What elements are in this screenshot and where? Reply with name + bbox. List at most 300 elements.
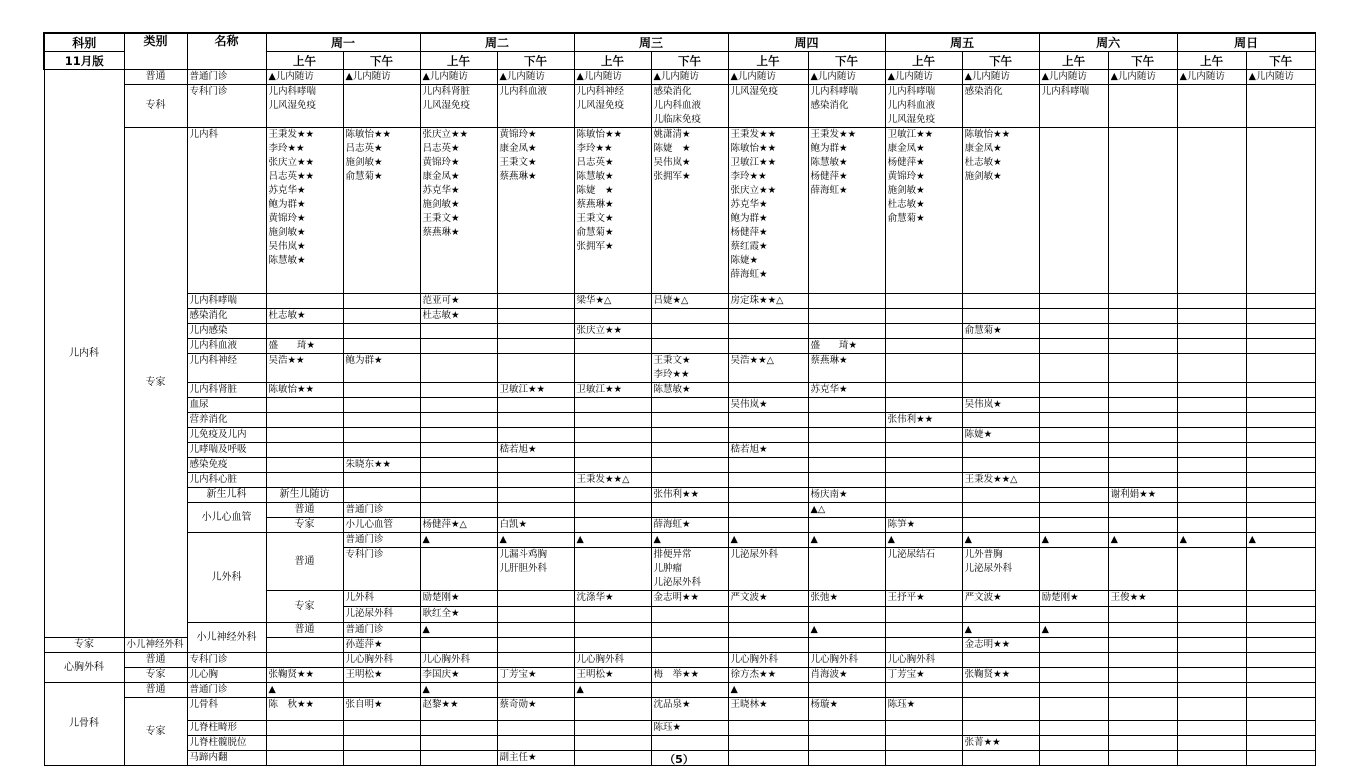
schedule-cell: 金志明★★ <box>651 591 728 607</box>
schedule-cell <box>574 488 651 503</box>
schedule-cell <box>1039 698 1108 721</box>
schedule-cell <box>574 607 651 623</box>
schedule-cell: 李国庆★ <box>420 668 497 683</box>
category-cell: 专家 <box>124 128 187 638</box>
schedule-cell: 陈 秋★★ <box>266 698 343 721</box>
schedule-cell: 儿漏斗鸡胸 儿肝胆外科 <box>497 548 574 591</box>
schedule-cell: 姚潇清★ 陈婕 ★ 吴伟岚★ 张拥军★ <box>651 128 728 294</box>
header-day-mon: 周一 <box>266 33 420 52</box>
schedule-cell: 儿心胸外科 <box>885 653 962 668</box>
schedule-cell <box>420 383 497 398</box>
schedule-cell <box>728 339 808 354</box>
schedule-cell: ▲ <box>651 533 728 548</box>
schedule-cell <box>1246 548 1315 591</box>
schedule-cell <box>1039 638 1108 653</box>
schedule-cell: 排便异常 儿肿瘤 儿泌尿外科 <box>651 548 728 591</box>
schedule-cell <box>1177 354 1246 383</box>
schedule-cell <box>728 607 808 623</box>
schedule-cell <box>808 428 885 443</box>
schedule-cell <box>1039 473 1108 488</box>
schedule-cell <box>962 443 1039 458</box>
category-cell: 专家 <box>266 518 343 533</box>
header-day-sun: 周日 <box>1177 33 1315 52</box>
table-row <box>44 339 1315 354</box>
schedule-cell: 励楚刚★ <box>1039 591 1108 607</box>
schedule-cell: ▲儿内随访 <box>651 70 728 85</box>
schedule-cell <box>885 383 962 398</box>
clinic-name-cell: 专科门诊 <box>187 85 266 128</box>
schedule-cell <box>343 413 420 428</box>
category-cell: 普通 <box>124 683 187 698</box>
schedule-cell <box>497 339 574 354</box>
schedule-cell <box>343 721 420 736</box>
schedule-cell <box>728 518 808 533</box>
schedule-cell <box>574 548 651 591</box>
schedule-cell <box>1108 354 1177 383</box>
category-cell: 新生儿随访 <box>266 488 343 503</box>
schedule-cell <box>651 653 728 668</box>
schedule-cell <box>885 428 962 443</box>
schedule-cell <box>1246 518 1315 533</box>
schedule-cell <box>1039 354 1108 383</box>
header-pm: 下午 <box>962 52 1039 70</box>
schedule-cell: 儿内科哮喘 儿内科血液 儿风湿免疫 <box>885 85 962 128</box>
schedule-cell: 谢利娟★★ <box>1108 488 1177 503</box>
table-row <box>44 354 1315 383</box>
schedule-cell: 丁芳宝★ <box>497 668 574 683</box>
clinic-name-cell: 普通门诊 <box>343 533 420 548</box>
schedule-cell <box>497 623 574 638</box>
schedule-cell <box>1039 413 1108 428</box>
category-cell: 专家 <box>124 668 187 683</box>
schedule-cell <box>1108 413 1177 428</box>
schedule-cell: ▲儿内随访 <box>962 70 1039 85</box>
schedule-cell <box>808 398 885 413</box>
schedule-cell <box>497 354 574 383</box>
schedule-cell <box>1108 473 1177 488</box>
schedule-cell: 赵黎★★ <box>420 698 497 721</box>
schedule-cell: 儿泌尿外科 <box>728 548 808 591</box>
schedule-cell <box>1177 128 1246 294</box>
schedule-cell <box>1108 503 1177 518</box>
schedule-cell: 徐方杰★★ <box>728 668 808 683</box>
schedule-cell: 陈珏★ <box>885 698 962 721</box>
schedule-cell <box>1108 294 1177 309</box>
schedule-cell: 儿内科哮喘 儿风湿免疫 <box>266 85 343 128</box>
schedule-cell: 张庆立★★ <box>574 324 651 339</box>
schedule-cell <box>1039 339 1108 354</box>
schedule-cell <box>266 473 343 488</box>
schedule-cell <box>728 473 808 488</box>
schedule-cell <box>420 488 497 503</box>
schedule-cell <box>1039 683 1108 698</box>
clinic-name-cell: 儿泌尿外科 <box>343 607 420 623</box>
schedule-cell <box>343 683 420 698</box>
schedule-cell: ▲儿内随访 <box>497 70 574 85</box>
schedule-cell <box>1039 488 1108 503</box>
schedule-cell <box>1108 309 1177 324</box>
header-name: 名称 <box>187 33 266 70</box>
schedule-cell: 王秉发★★△ <box>574 473 651 488</box>
schedule-cell <box>651 607 728 623</box>
schedule-cell <box>1177 309 1246 324</box>
schedule-cell <box>651 428 728 443</box>
header-am: 上午 <box>728 52 808 70</box>
schedule-cell <box>1039 128 1108 294</box>
header-row-days <box>44 33 1315 52</box>
schedule-cell: 陈敏怡★★ 李玲★★ 吕志英★ 陈慧敏★ 陈婕 ★ 蔡燕琳★ 王秉文★ 俞慧菊★ 张拥军★ <box>574 128 651 294</box>
schedule-cell: 杨健萍★△ <box>420 518 497 533</box>
schedule-cell <box>1246 607 1315 623</box>
schedule-cell <box>651 309 728 324</box>
schedule-cell <box>1108 721 1177 736</box>
schedule-cell <box>1177 503 1246 518</box>
schedule-cell <box>1246 398 1315 413</box>
schedule-cell <box>1039 443 1108 458</box>
schedule-cell: 王秉发★★ 李玲★★ 张庆立★★ 吕志英★★ 苏克华★ 鲍为群★ 黄锦玲★ 施剑敏★ 吴伟岚★ 陈慧敏★ <box>266 128 343 294</box>
schedule-cell <box>1177 623 1246 638</box>
schedule-cell <box>962 488 1039 503</box>
schedule-cell <box>1108 623 1177 638</box>
schedule-cell: ▲ <box>808 533 885 548</box>
category-cell: 普通 <box>266 533 343 591</box>
department-cell: 新生儿科 <box>187 488 266 503</box>
schedule-cell: 杨璇★ <box>808 698 885 721</box>
table-row <box>44 623 1315 638</box>
table-row <box>44 668 1315 683</box>
schedule-cell: 王秉文★ 李玲★★ <box>651 354 728 383</box>
schedule-cell: 房定珠★★△ <box>728 294 808 309</box>
schedule-cell <box>1039 383 1108 398</box>
schedule-cell <box>885 354 962 383</box>
clinic-name-cell: 营养消化 <box>187 413 266 428</box>
schedule-cell <box>651 683 728 698</box>
schedule-cell: 感染消化 <box>962 85 1039 128</box>
schedule-cell <box>1177 398 1246 413</box>
schedule-cell <box>420 721 497 736</box>
schedule-cell <box>1246 458 1315 473</box>
schedule-cell: 杜志敏★ <box>420 309 497 324</box>
schedule-cell: 鲍为群★ <box>343 354 420 383</box>
schedule-cell <box>574 458 651 473</box>
schedule-cell <box>885 607 962 623</box>
schedule-cell: 儿内科血液 <box>497 85 574 128</box>
schedule-cell <box>420 339 497 354</box>
schedule-cell <box>420 548 497 591</box>
schedule-cell <box>574 721 651 736</box>
clinic-name-cell: 小儿神经外科 <box>124 638 187 653</box>
schedule-cell <box>266 428 343 443</box>
schedule-cell <box>1246 85 1315 128</box>
schedule-cell <box>574 339 651 354</box>
schedule-cell <box>1177 413 1246 428</box>
schedule-cell <box>1039 607 1108 623</box>
schedule-cell <box>728 324 808 339</box>
schedule-cell <box>1108 383 1177 398</box>
table-row <box>44 683 1315 698</box>
schedule-cell <box>962 721 1039 736</box>
schedule-cell <box>962 309 1039 324</box>
schedule-cell <box>728 309 808 324</box>
schedule-cell: ▲ <box>962 623 1039 638</box>
clinic-name-cell: 普通门诊 <box>343 503 420 518</box>
schedule-cell: 张自明★ <box>343 698 420 721</box>
clinic-name-cell: 儿心胸 <box>187 668 266 683</box>
schedule-cell: 盛 琦★ <box>266 339 343 354</box>
clinic-name-cell: 儿内科神经 <box>187 354 266 383</box>
schedule-cell <box>651 413 728 428</box>
schedule-cell <box>497 473 574 488</box>
schedule-cell <box>1246 736 1315 751</box>
header-am: 上午 <box>1177 52 1246 70</box>
schedule-cell <box>962 698 1039 721</box>
schedule-cell <box>1108 638 1177 653</box>
schedule-cell: 吴伟岚★ <box>962 398 1039 413</box>
table-row <box>44 324 1315 339</box>
schedule-cell <box>497 324 574 339</box>
table-row <box>44 698 1315 721</box>
schedule-cell <box>574 398 651 413</box>
schedule-cell: 儿风湿免疫 <box>728 85 808 128</box>
schedule-cell: 王秉发★★ 陈敏怡★★ 卫敏江★★ 李玲★★ 张庆立★★ 苏克华★ 鲍为群★ 杨健萍★ 蔡红霞★ 陈婕★ 薛海虹★ <box>728 128 808 294</box>
schedule-cell <box>1108 668 1177 683</box>
schedule-cell: 副主任★ <box>497 751 574 766</box>
department-cell: 儿骨科 <box>44 683 124 766</box>
schedule-cell <box>1177 488 1246 503</box>
clinic-name-cell: 普通门诊 <box>343 623 420 638</box>
schedule-cell <box>1039 458 1108 473</box>
header-am: 上午 <box>885 52 962 70</box>
schedule-cell: 金志明★★ <box>962 638 1039 653</box>
schedule-cell <box>1246 653 1315 668</box>
clinic-name-cell: 儿内科 <box>187 128 266 294</box>
schedule-cell: 感染消化 儿内科血液 儿临床免疫 <box>651 85 728 128</box>
schedule-cell <box>1246 473 1315 488</box>
schedule-cell <box>728 503 808 518</box>
table-row <box>44 309 1315 324</box>
category-cell: 专家 <box>44 638 124 653</box>
table-row <box>44 85 1315 128</box>
clinic-name-cell: 儿免疫及儿内 <box>187 428 266 443</box>
schedule-cell <box>1177 698 1246 721</box>
schedule-cell: 张伟利★★ <box>651 488 728 503</box>
schedule-cell <box>962 294 1039 309</box>
schedule-cell: 严文波★ <box>728 591 808 607</box>
schedule-cell <box>420 458 497 473</box>
clinic-name-cell <box>343 488 420 503</box>
schedule-cell <box>1246 591 1315 607</box>
header-day-thu: 周四 <box>728 33 885 52</box>
category-cell: 专家 <box>124 698 187 766</box>
schedule-cell <box>574 736 651 751</box>
schedule-cell: 儿心胸外科 <box>420 653 497 668</box>
schedule-cell <box>420 503 497 518</box>
table-row <box>44 653 1315 668</box>
clinic-name-cell: 儿内科肾脏 <box>187 383 266 398</box>
schedule-cell: 薛海虹★ <box>651 518 728 533</box>
schedule-cell <box>1177 736 1246 751</box>
schedule-cell <box>1246 443 1315 458</box>
schedule-cell: ▲ <box>885 533 962 548</box>
schedule-cell <box>728 383 808 398</box>
schedule-cell <box>808 443 885 458</box>
schedule-cell <box>574 428 651 443</box>
schedule-cell: 范亚可★ <box>420 294 497 309</box>
schedule-cell: ▲儿内随访 <box>885 70 962 85</box>
schedule-cell <box>651 324 728 339</box>
schedule-cell <box>808 309 885 324</box>
schedule-cell <box>1039 721 1108 736</box>
category-cell: 专科 <box>124 85 187 128</box>
header-day-wed: 周三 <box>574 33 728 52</box>
schedule-cell <box>497 638 574 653</box>
schedule-cell <box>728 638 808 653</box>
header-day-tue: 周二 <box>420 33 574 52</box>
table-row <box>44 70 1315 85</box>
schedule-cell: 陈敏怡★★ 吕志英★ 施剑敏★ 俞慧菊★ <box>343 128 420 294</box>
schedule-cell <box>497 721 574 736</box>
schedule-cell <box>962 518 1039 533</box>
schedule-cell: 蔡燕琳★ <box>808 354 885 383</box>
schedule-cell <box>497 736 574 751</box>
schedule-cell: 沈品泉★ <box>651 698 728 721</box>
schedule-cell: 王明松★ <box>574 668 651 683</box>
schedule-cell: ▲儿内随访 <box>728 70 808 85</box>
schedule-cell <box>343 383 420 398</box>
schedule-cell <box>1039 668 1108 683</box>
schedule-cell: 儿内科神经 儿风湿免疫 <box>574 85 651 128</box>
clinic-name-cell: 马蹄内翻 <box>187 751 266 766</box>
schedule-cell: 黄锦玲★ 康金凤★ 王秉文★ 蔡燕琳★ <box>497 128 574 294</box>
schedule-cell: ▲ <box>420 533 497 548</box>
schedule-cell <box>1177 443 1246 458</box>
schedule-cell <box>420 354 497 383</box>
schedule-cell: 苏克华★ <box>808 383 885 398</box>
table-row <box>44 458 1315 473</box>
schedule-cell <box>1108 85 1177 128</box>
header-am: 上午 <box>420 52 497 70</box>
table-row <box>44 443 1315 458</box>
schedule-cell <box>343 339 420 354</box>
schedule-cell: ▲ <box>728 683 808 698</box>
schedule-cell: ▲ <box>497 533 574 548</box>
clinic-schedule-table <box>43 32 1316 766</box>
schedule-cell: 卫敏江★★ <box>574 383 651 398</box>
clinic-name-cell: 儿哮喘及呼吸 <box>187 443 266 458</box>
table-row <box>44 473 1315 488</box>
schedule-cell <box>266 294 343 309</box>
schedule-cell <box>1246 309 1315 324</box>
schedule-cell: 陈敏怡★★ 康金凤★ 杜志敏★ 施剑敏★ <box>962 128 1039 294</box>
schedule-cell: 王秉发★★ 鲍为群★ 陈慧敏★ 杨健萍★ 薛海虹★ <box>808 128 885 294</box>
schedule-cell <box>343 736 420 751</box>
schedule-cell: 卫敏江★★ 康金凤★ 杨健萍★ 黄锦玲★ 施剑敏★ 杜志敏★ 俞慧菊★ <box>885 128 962 294</box>
schedule-cell: 朱晓东★★ <box>343 458 420 473</box>
schedule-cell <box>1246 128 1315 294</box>
schedule-cell: 丁芳宝★ <box>885 668 962 683</box>
schedule-cell: 张伟利★★ <box>885 413 962 428</box>
schedule-cell <box>808 548 885 591</box>
schedule-cell: ▲儿内随访 <box>808 70 885 85</box>
header-category: 类别 <box>124 33 187 70</box>
schedule-cell <box>420 443 497 458</box>
schedule-cell <box>651 736 728 751</box>
schedule-cell: ▲ <box>574 683 651 698</box>
schedule-cell <box>1246 339 1315 354</box>
schedule-cell <box>1039 294 1108 309</box>
schedule-cell <box>962 653 1039 668</box>
schedule-cell <box>808 518 885 533</box>
clinic-name-cell: 专科门诊 <box>187 653 266 668</box>
clinic-name-cell: 普通门诊 <box>187 70 266 85</box>
header-pm: 下午 <box>1108 52 1177 70</box>
schedule-cell <box>1177 668 1246 683</box>
schedule-cell <box>574 443 651 458</box>
schedule-cell <box>574 503 651 518</box>
header-pm: 下午 <box>343 52 420 70</box>
schedule-cell: 吴伟岚★ <box>728 398 808 413</box>
schedule-cell <box>1246 721 1315 736</box>
schedule-cell: 儿心胸外科 <box>343 653 420 668</box>
schedule-cell <box>497 607 574 623</box>
schedule-cell <box>885 623 962 638</box>
schedule-cell: ▲儿内随访 <box>1246 70 1315 85</box>
schedule-cell: 严文波★ <box>962 591 1039 607</box>
schedule-cell <box>651 458 728 473</box>
schedule-cell <box>266 721 343 736</box>
schedule-cell <box>885 736 962 751</box>
table-row <box>44 413 1315 428</box>
header-am: 上午 <box>1039 52 1108 70</box>
schedule-cell <box>1108 736 1177 751</box>
schedule-cell <box>1177 591 1246 607</box>
clinic-name-cell: 儿外科 <box>343 591 420 607</box>
schedule-cell <box>1246 668 1315 683</box>
schedule-cell <box>1108 443 1177 458</box>
schedule-cell <box>962 413 1039 428</box>
schedule-cell <box>808 736 885 751</box>
schedule-cell: 王抒平★ <box>885 591 962 607</box>
schedule-cell <box>962 339 1039 354</box>
clinic-name-cell: 感染免疫 <box>187 458 266 473</box>
schedule-cell <box>1108 128 1177 294</box>
schedule-cell: 陈敏怡★★ <box>266 383 343 398</box>
schedule-cell <box>962 607 1039 623</box>
schedule-cell <box>266 653 343 668</box>
schedule-cell <box>266 443 343 458</box>
schedule-cell <box>574 309 651 324</box>
schedule-cell <box>728 623 808 638</box>
schedule-cell <box>1177 473 1246 488</box>
schedule-cell: 梅 举★★ <box>651 668 728 683</box>
table-row <box>44 533 1315 548</box>
schedule-cell: 白凯★ <box>497 518 574 533</box>
schedule-cell <box>1246 354 1315 383</box>
schedule-cell <box>808 683 885 698</box>
schedule-cell <box>497 413 574 428</box>
schedule-cell: ▲△ <box>808 503 885 518</box>
schedule-cell: 陈笋★ <box>885 518 962 533</box>
schedule-cell <box>1246 413 1315 428</box>
schedule-cell <box>1039 736 1108 751</box>
schedule-cell <box>885 309 962 324</box>
schedule-cell <box>266 324 343 339</box>
clinic-name-cell: 小儿心血管 <box>343 518 420 533</box>
schedule-cell <box>651 503 728 518</box>
schedule-cell <box>808 721 885 736</box>
schedule-cell <box>266 458 343 473</box>
table-row <box>44 503 1315 518</box>
